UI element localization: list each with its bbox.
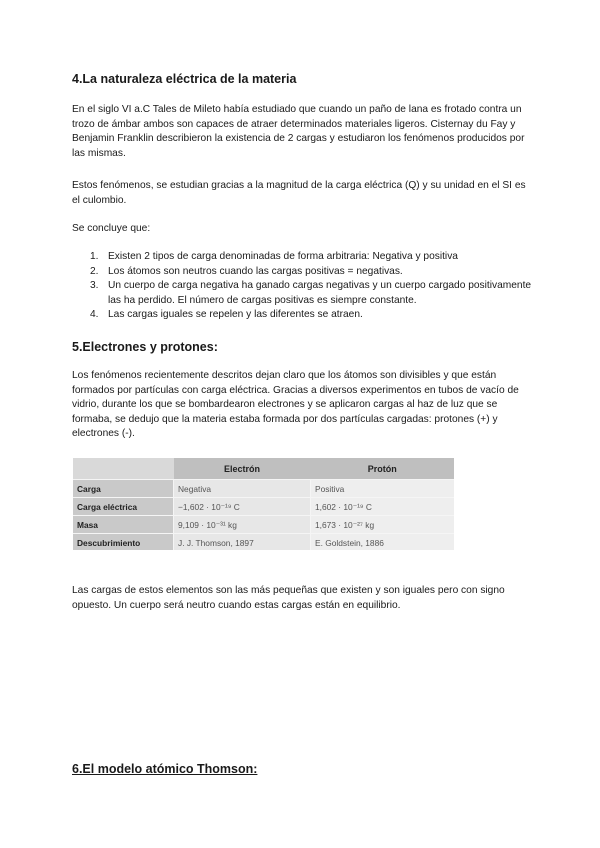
section-5-heading: 5.Electrones y protones: xyxy=(72,340,218,354)
conclusions-list xyxy=(72,250,532,323)
section-4-paragraph-2: Estos fenómenos, se estudian gracias a la magnitud de la carga eléctrica (Q) y su unidad en el SI es el culombio. xyxy=(72,180,526,206)
section-4-paragraph-1: En el siglo VI a.C Tales de Mileto había estudiado que cuando un paño de lana es frotado contra un trozo de ámbar ambos son capaces de atraer determinados materiales ligeros. Cisternay du Fay y Benjamin Franklin describieron la existencia de 2 cargas y estudiaron los fenómenos producidos por las mismas. xyxy=(72,104,525,159)
list-item: 4. Las cargas iguales se repelen y las diferentes se atraen. xyxy=(90,309,363,321)
section-6-heading: 6.El modelo atómico Thomson: xyxy=(72,762,258,776)
list-item: 2. Los átomos son neutros cuando las cargas positivas = negativas. xyxy=(90,265,403,277)
list-item: 1. Existen 2 tipos de carga denominadas de forma arbitraria: Negativa y positiva xyxy=(90,251,458,262)
table-row: Carga eléctrica −1,602 · 10⁻¹⁹ C 1,602 · 10⁻¹⁹ C xyxy=(73,498,454,516)
table-row: Descubrimiento J. J. Thomson, 1897 E. Goldstein, 1886 xyxy=(73,534,454,551)
table-row: Carga Negativa Positiva xyxy=(73,480,454,498)
particles-table-image xyxy=(73,458,454,550)
table-header-electron: Electrón xyxy=(174,458,311,480)
table-row: Masa 9,109 · 10⁻³¹ kg 1,673 · 10⁻²⁷ kg xyxy=(73,516,454,534)
section-5-paragraph-1: Los fenómenos recientemente descritos dejan claro que los átomos son divisibles y que están formados por partículas con carga eléctrica. Gracias a diversos experimentos en tubos de vacío de vidrio, durante los que se bombardearon electrones y se aplicaron cargas al haz de luz que se formaba, se dedujo que la materia estaba formada por dos partículas cargadas: protones (+) y electrones (-). xyxy=(72,370,519,440)
section-4-paragraph-3: Se concluye que: xyxy=(72,223,151,234)
list-item: 3. Un cuerpo de carga negativa ha ganado cargas negativas y un cuerpo cargado positivamente las ha perdido. El número de cargas positivas es siempre constante. xyxy=(90,280,532,306)
section-5-paragraph-2: Las cargas de estos elementos son las más pequeñas que existen y son iguales pero con signo opuesto. Un cuerpo será neutro cuando estas cargas están en equilibrio. xyxy=(72,585,505,611)
table-header-proton: Protón xyxy=(311,458,455,480)
particles-table xyxy=(73,458,454,550)
section-4-heading: 4.La naturaleza eléctrica de la materia xyxy=(72,72,297,86)
